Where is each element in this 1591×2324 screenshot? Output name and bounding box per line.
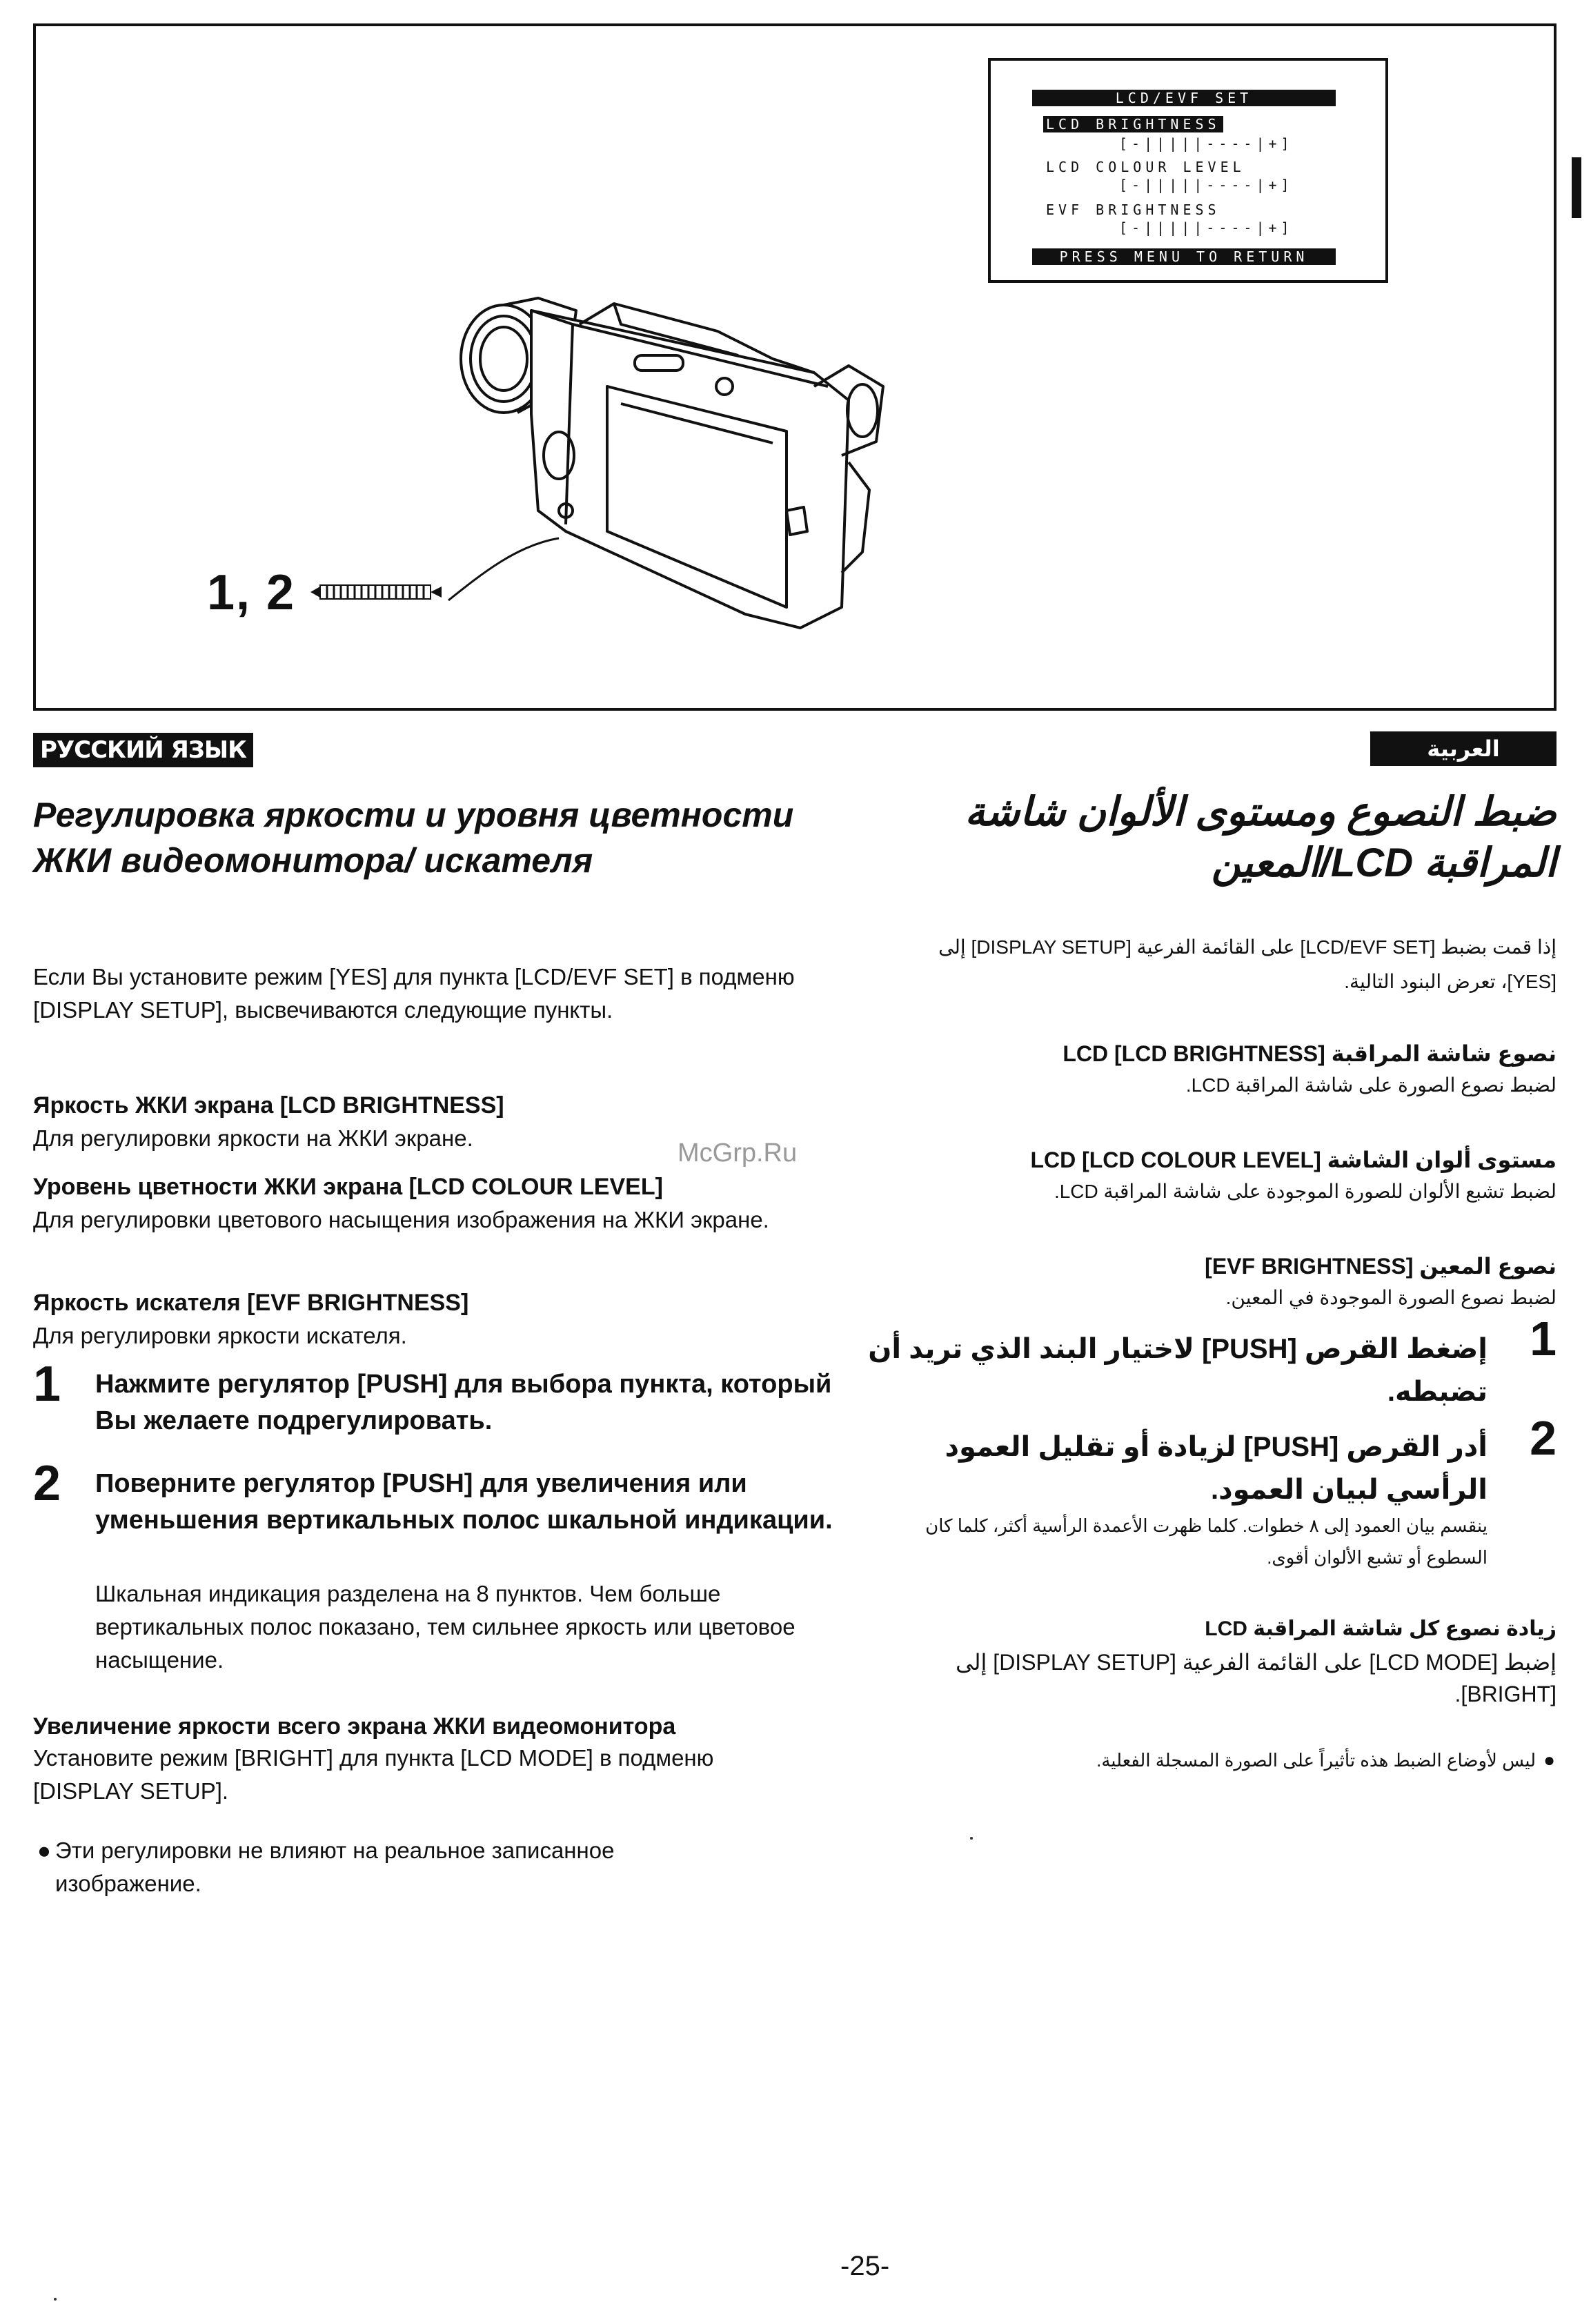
section-edge-tab <box>1572 157 1581 218</box>
arabic-step-2-text: أدر القرص [PUSH] لزيادة أو تقليل العمود الرأسي لبيان العمود. <box>945 1432 1488 1505</box>
camcorder-illustration <box>428 283 897 642</box>
pointer-arrow-icon <box>448 538 559 600</box>
arabic-step-2-number: 2 <box>1530 1411 1557 1465</box>
russian-bright-text: Установите режим [BRIGHT] для пункта [LCD MODE] в подменю [DISPLAY SETUP]. <box>33 1745 714 1804</box>
osd-footer: PRESS MENU TO RETURN <box>1032 248 1336 265</box>
arabic-intro: إذا قمت بضبط [LCD/EVF SET] على القائمة الفرعية [DISPLAY SETUP] إلى [YES]، تعرض البنود التالية. <box>938 936 1557 992</box>
russian-language-badge: РУССКИЙ ЯЗЫК <box>33 733 253 767</box>
print-dot <box>54 2298 57 2301</box>
print-dot <box>970 1837 973 1840</box>
osd-scale-lcd-colour-level: [-|||||----|+] <box>1119 177 1294 193</box>
russian-section-title: Регулировка яркости и уровня цветности ЖКИ видеомонитора/ искателя <box>33 796 794 880</box>
russian-item-lcd-brightness-text: Для регулировки яркости на ЖКИ экране. <box>33 1125 473 1151</box>
russian-item-evf-brightness-heading: Яркость искателя [EVF BRIGHTNESS] <box>33 1290 469 1316</box>
russian-step-1-text: Нажмите регулятор [PUSH] для выбора пункта, который Вы желаете подрегулировать. <box>95 1370 832 1435</box>
russian-item-lcd-colour-heading: Уровень цветности ЖКИ экрана [LCD COLOUR LEVEL] <box>33 1174 663 1200</box>
arabic-item-lcd-colour-text: لضبط تشبع الألوان للصورة الموجودة على شاشة المراقبة LCD. <box>1054 1181 1557 1202</box>
russian-item-lcd-colour-text: Для регулировки цветового насыщения изображения на ЖКИ экране. <box>33 1207 769 1232</box>
arabic-item-lcd-brightness-text: لضبط نصوع الصورة على شاشة المراقبة LCD. <box>1185 1074 1557 1096</box>
arabic-item-lcd-brightness-heading: نصوع شاشة المراقبة LCD [LCD BRIGHTNESS] <box>1063 1041 1557 1066</box>
russian-intro: Если Вы установите режим [YES] для пункта [LCD/EVF SET] в подменю [DISPLAY SETUP], высвечиваются следующие пункты. <box>33 964 795 1023</box>
russian-item-evf-brightness-text: Для регулировки яркости искателя. <box>33 1323 407 1348</box>
arabic-bright-heading: زيادة نصوع كل شاشة المراقبة LCD <box>1205 1617 1557 1640</box>
osd-scale-evf-brightness: [-|||||----|+] <box>1119 219 1294 236</box>
arabic-bright-text: إضبط [LCD MODE] على القائمة الفرعية [DISPLAY SETUP] إلى [BRIGHT]. <box>956 1650 1557 1706</box>
push-dial-icon <box>310 578 448 606</box>
russian-bullet-icon: ● <box>37 1838 51 1863</box>
arabic-step-1-number: 1 <box>1530 1312 1557 1366</box>
russian-bullet-text: Эти регулировки не влияют на реальное записанное изображение. <box>55 1838 615 1896</box>
osd-item-evf-brightness: EVF BRIGHTNESS <box>1046 201 1221 218</box>
lcd-evf-set-menu-screen <box>988 58 1388 283</box>
osd-scale-lcd-brightness: [-|||||----|+] <box>1119 135 1294 152</box>
arabic-step-2-note: ينقسم بيان العمود إلى ٨ خطوات. كلما ظهرت الأعمدة الرأسية أكثر، كلما كان السطوع أو تشبع الألوان أقوى. <box>925 1515 1488 1568</box>
figure-step-label: 1, 2 <box>207 565 296 620</box>
russian-step-2-text: Поверните регулятор [PUSH] для увеличения или уменьшения вертикальных полос шкальной индикации. <box>95 1469 833 1535</box>
arabic-bullet-icon: ● <box>1543 1749 1555 1771</box>
arabic-item-lcd-colour-heading: مستوى ألوان الشاشة LCD [LCD COLOUR LEVEL] <box>1030 1148 1557 1172</box>
arabic-bullet-text: ليس لأوضاع الضبط هذه تأثيراً على الصورة المسجلة الفعلية. <box>1096 1750 1536 1771</box>
arabic-language-badge: العربية <box>1370 731 1557 766</box>
page-number: -25- <box>840 2251 890 2281</box>
watermark: McGrp.Ru <box>678 1139 798 1168</box>
russian-step-2-number: 2 <box>33 1456 61 1511</box>
arabic-item-evf-brightness-text: لضبط نصوع الصورة الموجودة في المعين. <box>1225 1287 1557 1308</box>
osd-item-lcd-brightness: LCD BRIGHTNESS <box>1043 116 1223 132</box>
arabic-step-1-text: إضغط القرص [PUSH] لاختيار البند الذي تريد أن تضبطه. <box>868 1334 1488 1407</box>
russian-step-1-number: 1 <box>33 1357 61 1412</box>
arabic-item-evf-brightness-heading: نصوع المعين [EVF BRIGHTNESS] <box>1205 1254 1557 1279</box>
russian-item-lcd-brightness-heading: Яркость ЖКИ экрана [LCD BRIGHTNESS] <box>33 1092 504 1119</box>
russian-step-2-note: Шкальная индикация разделена на 8 пунктов. Чем больше вертикальных полос показано, тем сильнее яркость или цветовое насыщение. <box>95 1581 796 1673</box>
osd-item-lcd-colour-level: LCD COLOUR LEVEL <box>1046 159 1245 175</box>
osd-header: LCD/EVF SET <box>1032 90 1336 106</box>
arabic-section-title: ضبط النصوع ومستوى الألوان شاشة المراقبة LCD/المعين <box>965 789 1557 885</box>
russian-bright-heading: Увеличение яркости всего экрана ЖКИ видеомонитора <box>33 1713 676 1740</box>
